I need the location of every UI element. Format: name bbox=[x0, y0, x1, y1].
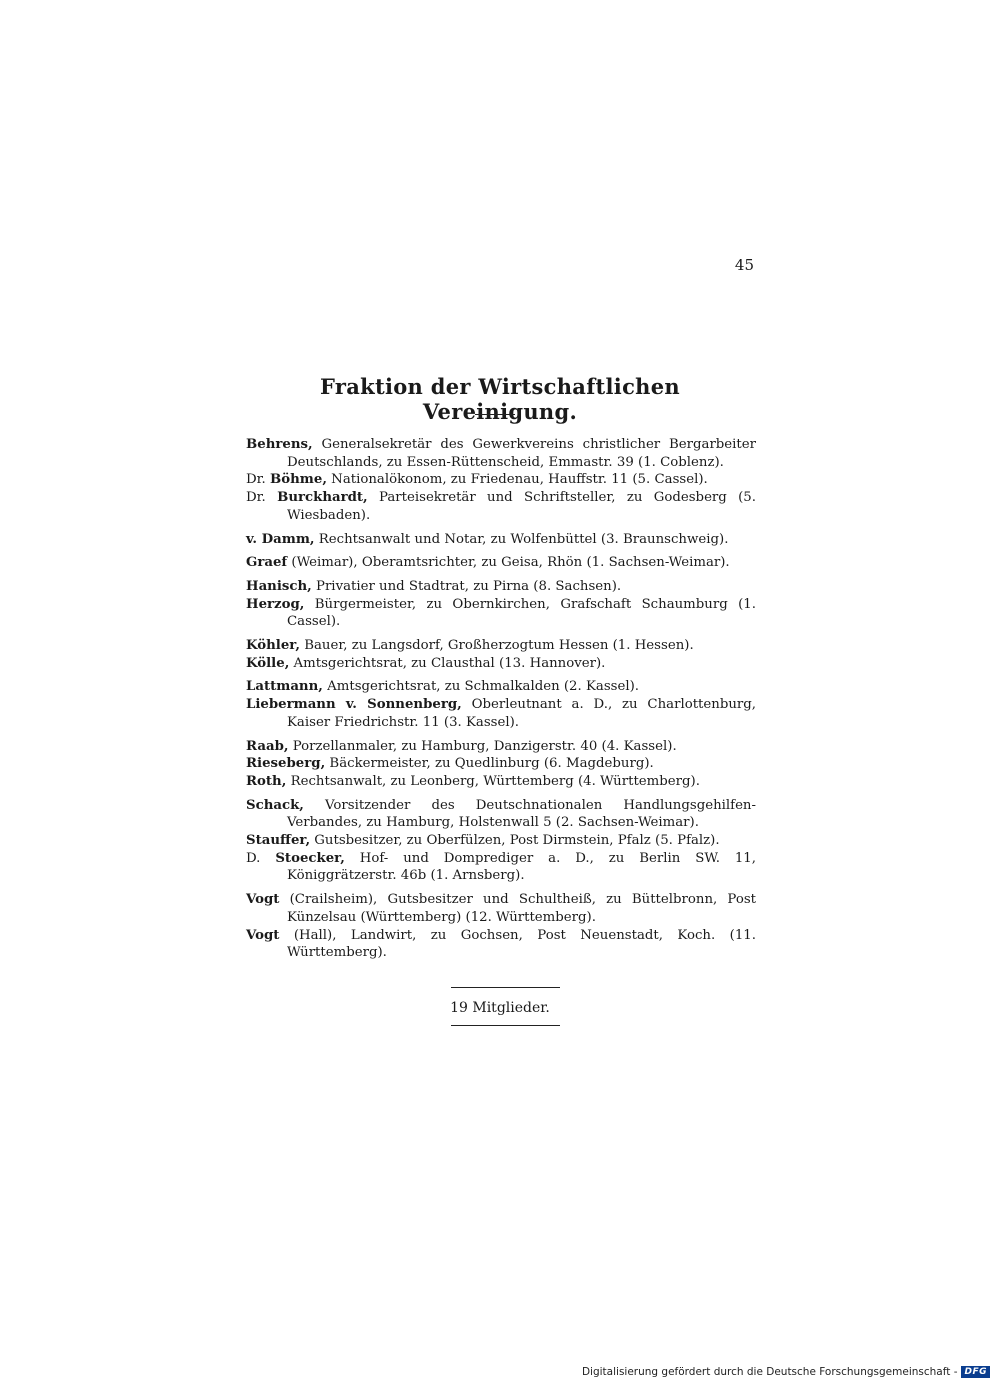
member-title-prefix: D. bbox=[246, 850, 276, 866]
member-details: Generalsekretär des Gewerkvereins christlicher Bergarbeiter Deutschlands, zu Essen-Rüttenscheid, Emmastr. 39 (1. Coblenz). bbox=[287, 437, 756, 470]
member-details: Oberleutnant a. D., zu Charlottenburg, Kaiser Friedrichstr. 11 (3. Kassel). bbox=[287, 697, 756, 730]
member-entry bbox=[246, 891, 756, 926]
dfg-logo: DFG bbox=[961, 1366, 990, 1378]
page-title: Fraktion der Wirtschaftlichen Vereinigung. bbox=[320, 374, 680, 424]
member-details: Amtsgerichtsrat, zu Schmalkalden (2. Kassel). bbox=[322, 679, 640, 695]
member-details: Parteisekretär und Schriftsteller, zu Godesberg (5. Wiesbaden). bbox=[287, 490, 756, 523]
member-name: Rieseberg, bbox=[246, 756, 326, 772]
member-details: Bäckermeister, zu Quedlinburg (6. Magdeburg). bbox=[325, 756, 654, 772]
member-details: Gutsbesitzer, zu Oberfülzen, Post Dirmstein, Pfalz (5. Pfalz). bbox=[310, 833, 720, 849]
member-entry bbox=[246, 832, 756, 850]
member-group bbox=[246, 531, 756, 549]
member-group bbox=[246, 578, 756, 631]
member-entry bbox=[246, 596, 756, 631]
member-details: Nationalökonom, zu Friedenau, Hauffstr. 11 (5. Cassel). bbox=[326, 472, 708, 488]
title-divider bbox=[475, 414, 515, 415]
member-name: Graef bbox=[246, 555, 288, 571]
member-entry bbox=[246, 738, 756, 756]
member-list bbox=[246, 436, 756, 968]
member-details: Privatier und Stadtrat, zu Pirna (8. Sachsen). bbox=[311, 578, 622, 594]
member-name: Roth, bbox=[246, 773, 287, 789]
member-entry bbox=[246, 637, 756, 655]
member-name: Stauffer, bbox=[246, 833, 311, 849]
member-group bbox=[246, 797, 756, 886]
member-details: (Hall), Landwirt, zu Gochsen, Post Neuenstadt, Koch. (11. Württemberg). bbox=[279, 927, 756, 961]
member-entry bbox=[246, 696, 756, 731]
member-name: v. Damm, bbox=[246, 531, 315, 547]
member-details: (Crailsheim), Gutsbesitzer und Schultheiß, zu Büttelbronn, Post Künzelsau (Württemberg) (12. Württemberg). bbox=[279, 892, 756, 925]
member-entry bbox=[246, 850, 756, 885]
member-group bbox=[246, 554, 756, 572]
member-name: Herzog, bbox=[246, 596, 305, 612]
member-entry bbox=[246, 655, 756, 673]
member-group bbox=[246, 678, 756, 731]
member-entry bbox=[246, 531, 756, 549]
member-name: Raab, bbox=[246, 738, 289, 754]
member-entry bbox=[246, 578, 756, 596]
member-details: Amtsgerichtsrat, zu Clausthal (13. Hannover). bbox=[289, 655, 606, 671]
member-name: Kölle, bbox=[246, 655, 290, 671]
member-group bbox=[246, 738, 756, 791]
member-name: Schack, bbox=[246, 797, 304, 813]
member-entry bbox=[246, 471, 756, 489]
member-title-prefix: Dr. bbox=[246, 472, 271, 488]
member-name: Behrens, bbox=[246, 437, 313, 452]
total-divider-top bbox=[451, 987, 560, 988]
member-count: 19 Mitglieder. bbox=[450, 1000, 550, 1016]
member-entry bbox=[246, 489, 756, 524]
member-entry bbox=[246, 436, 756, 471]
member-name: Vogt bbox=[246, 927, 280, 943]
member-entry bbox=[246, 927, 756, 962]
member-entry bbox=[246, 755, 756, 773]
member-details: Bauer, zu Langsdorf, Großherzogtum Hessen (1. Hessen). bbox=[299, 638, 694, 654]
member-entry bbox=[246, 797, 756, 832]
member-group bbox=[246, 637, 756, 672]
digitization-footer bbox=[581, 1366, 990, 1378]
member-details: Hof- und Domprediger a. D., zu Berlin SW. 11, Königgrätzerstr. 46b (1. Arnsberg). bbox=[287, 850, 756, 884]
member-group bbox=[246, 436, 756, 525]
member-details: Porzellanmaler, zu Hamburg, Danzigerstr. 40 (4. Kassel). bbox=[288, 738, 677, 754]
member-details: (Weimar), Oberamtsrichter, zu Geisa, Rhön (1. Sachsen-Weimar). bbox=[287, 555, 730, 571]
member-entry bbox=[246, 773, 756, 791]
member-details: Bürgermeister, zu Obernkirchen, Grafschaft Schaumburg (1. Cassel). bbox=[287, 596, 756, 630]
member-name: Hanisch, bbox=[246, 578, 312, 594]
member-name: Böhme, bbox=[270, 472, 327, 488]
member-entry bbox=[246, 678, 756, 696]
member-name: Lattmann, bbox=[246, 679, 323, 695]
member-name: Stoecker, bbox=[275, 850, 345, 866]
member-entry bbox=[246, 554, 756, 572]
member-group bbox=[246, 891, 756, 962]
member-details: Rechtsanwalt und Notar, zu Wolfenbüttel (3. Braunschweig). bbox=[314, 531, 729, 547]
page-number: 45 bbox=[734, 256, 754, 274]
member-name: Vogt bbox=[246, 892, 280, 908]
member-details: Vorsitzender des Deutschnationalen Handlungsgehilfen-Verbandes, zu Hamburg, Holstenwall 5 (2. Sachsen-Weimar). bbox=[287, 797, 756, 831]
member-name: Köhler, bbox=[246, 638, 300, 654]
member-name: Burckhardt, bbox=[277, 490, 368, 506]
total-divider-bottom bbox=[451, 1025, 560, 1026]
member-name: Liebermann v. Sonnenberg, bbox=[246, 697, 462, 713]
member-title-prefix: Dr. bbox=[246, 490, 278, 506]
member-details: Rechtsanwalt, zu Leonberg, Württemberg (4. Württemberg). bbox=[286, 773, 700, 789]
footer-text: Digitalisierung gefördert durch die Deutsche Forschungsgemeinschaft - bbox=[581, 1366, 958, 1378]
